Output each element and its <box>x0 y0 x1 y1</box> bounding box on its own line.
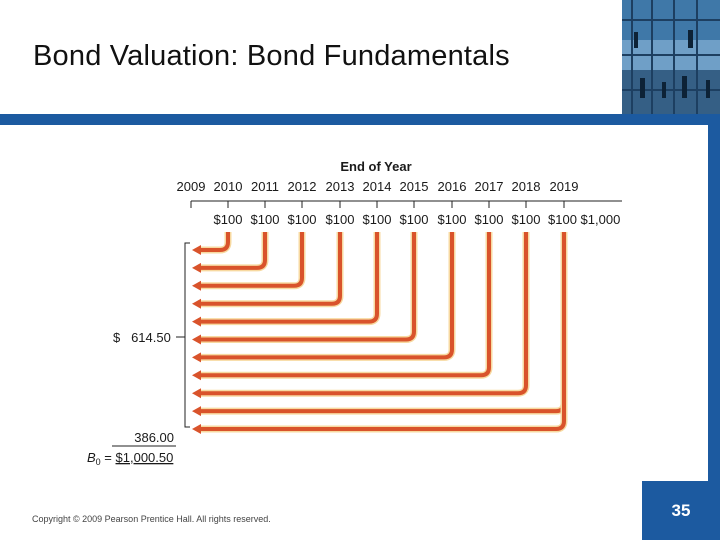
year-label: 2009 <box>176 179 206 194</box>
bond-value-subscript: 0 <box>95 457 101 467</box>
slide-title: Bond Valuation: Bond Fundamentals <box>33 40 510 72</box>
arrowhead <box>192 352 201 362</box>
year-labels <box>177 179 579 194</box>
discount-arrow <box>198 232 302 286</box>
arrowhead <box>192 370 201 380</box>
bond-value-prefix: B <box>87 450 96 465</box>
arrow-glow <box>198 232 526 393</box>
year-label: 2013 <box>325 179 355 194</box>
bond-value-equals: = <box>100 450 116 465</box>
discount-arrow <box>198 232 526 393</box>
arrowhead <box>192 281 201 291</box>
coupon-bracket <box>185 243 190 427</box>
principal-pv-label: 386.00 <box>134 430 174 445</box>
arrowhead <box>192 406 201 416</box>
cash-flow-label: $100 <box>325 212 355 227</box>
cash-flow-label: $100 <box>287 212 317 227</box>
year-label: 2012 <box>287 179 317 194</box>
year-label: 2011 <box>251 179 279 194</box>
cash-flow-label: $100 <box>437 212 467 227</box>
bond-value: $1,000.50 <box>115 450 174 465</box>
cash-flow-label: $100 <box>213 212 243 227</box>
arrowhead <box>192 299 201 309</box>
cash-flow-label: $100 <box>511 212 541 227</box>
cash-flow-label: $100 <box>250 212 280 227</box>
year-label: 2014 <box>362 179 392 194</box>
page-number: 35 <box>642 481 720 540</box>
cash-flow-label: $100 $1,000 <box>548 212 621 227</box>
cash-flow-labels <box>214 212 621 227</box>
arrowhead <box>192 263 201 273</box>
cash-flow-label: $100 <box>362 212 392 227</box>
year-label: 2018 <box>511 179 541 194</box>
arrowhead <box>192 335 201 345</box>
discount-arrows <box>192 232 564 434</box>
arrowhead <box>192 317 201 327</box>
arrowhead <box>192 245 201 255</box>
year-label: 2010 <box>213 179 243 194</box>
end-of-year-header: End of Year <box>340 159 412 174</box>
copyright-notice: Copyright © 2009 Pearson Prentice Hall. All rights reserved. <box>32 514 271 524</box>
discount-arrow <box>198 232 564 429</box>
timeline-ticks <box>191 201 564 208</box>
cash-flow-label: $100 <box>399 212 429 227</box>
year-label: 2017 <box>474 179 504 194</box>
arrow-glow <box>198 232 564 429</box>
arrow-glow <box>198 232 302 286</box>
arrowhead <box>192 424 201 434</box>
year-label: 2016 <box>437 179 467 194</box>
bond-value-row <box>87 450 173 467</box>
year-label: 2019 <box>549 179 579 194</box>
year-label: 2015 <box>399 179 429 194</box>
arrowhead <box>192 388 201 398</box>
coupon-pv-label: $ 614.50 <box>113 330 171 345</box>
cash-flow-label: $100 <box>474 212 504 227</box>
